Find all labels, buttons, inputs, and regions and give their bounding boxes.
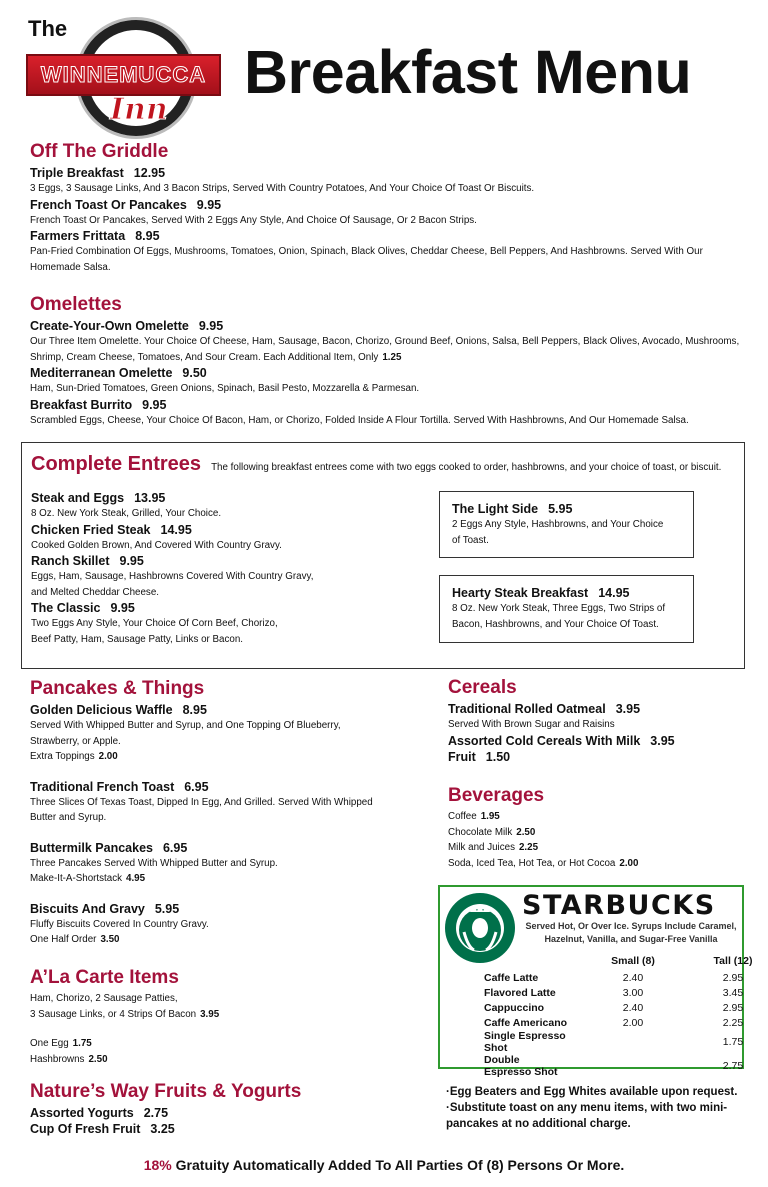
price-tall: 2.95 bbox=[722, 1001, 744, 1014]
menu-item bbox=[448, 733, 688, 749]
item-price: 3.95 bbox=[615, 702, 641, 716]
menu-item bbox=[30, 991, 219, 1022]
description-text: One Half Order bbox=[30, 934, 97, 945]
description-price: 3.50 bbox=[100, 934, 120, 945]
description-price: 3.95 bbox=[200, 1008, 220, 1020]
section-heading: Omelettes bbox=[30, 294, 122, 315]
price-tall: 1.75 bbox=[722, 1036, 744, 1048]
description-text: Extra Toppings bbox=[30, 751, 95, 762]
menu-item bbox=[30, 318, 739, 365]
item-description: Cooked Golden Brown, And Covered With Country Gravy. bbox=[31, 539, 282, 551]
item-description bbox=[30, 871, 373, 887]
item-description: of Toast. bbox=[452, 534, 489, 546]
item-name-line bbox=[30, 165, 703, 181]
item-description bbox=[30, 1052, 219, 1068]
item-description: 2 Eggs Any Style, Hashbrowns, and Your Choice bbox=[452, 519, 664, 530]
section-heading: Cereals bbox=[448, 677, 517, 698]
section-off-the-griddle bbox=[30, 141, 703, 275]
page-title: Breakfast Menu bbox=[244, 38, 692, 106]
menu-item bbox=[31, 600, 313, 647]
item-name-line bbox=[30, 1121, 301, 1137]
item-description: Ham, Sun-Dried Tomatoes, Green Onions, Spinach, Basil Pesto, Mozzarella & Parmesan. bbox=[30, 383, 420, 394]
item-name: Fruit bbox=[448, 749, 476, 764]
item-name-line bbox=[30, 228, 703, 244]
item-description: and Melted Cheddar Cheese. bbox=[31, 586, 159, 598]
item-description: Two Eggs Any Style, Your Choice Of Corn Beef, Chorizo, bbox=[31, 618, 278, 629]
description-text: One Egg bbox=[30, 1038, 69, 1049]
price-small bbox=[568, 1030, 698, 1054]
section-heading: Beverages bbox=[448, 785, 545, 806]
menu-item bbox=[452, 501, 681, 548]
item-name: The Classic bbox=[31, 601, 101, 615]
item-price: 12.95 bbox=[133, 166, 166, 180]
table-header bbox=[484, 952, 768, 970]
item-name: Mediterranean Omelette bbox=[30, 366, 173, 380]
item-description: Strawberry, or Apple. bbox=[30, 735, 121, 747]
item-name-line bbox=[30, 365, 739, 381]
item-price: 8.95 bbox=[182, 703, 207, 717]
menu-item bbox=[30, 228, 703, 275]
item-name-line bbox=[452, 501, 681, 517]
item-name-line bbox=[30, 702, 373, 718]
menu-item bbox=[31, 553, 313, 600]
drink-name: Single Espresso Shot bbox=[484, 1030, 566, 1054]
drink-name: Caffe Latte bbox=[484, 971, 539, 984]
price-small: 2.00 bbox=[622, 1016, 644, 1029]
price-small: 3.00 bbox=[622, 986, 644, 999]
description-text: Coffee bbox=[448, 811, 477, 822]
item-description: 8 Oz. New York Steak, Three Eggs, Two Strips of bbox=[452, 603, 666, 614]
drink-name: Cappuccino bbox=[484, 1001, 545, 1014]
menu-item bbox=[30, 840, 373, 887]
item-name-line bbox=[30, 840, 373, 856]
menu-item bbox=[31, 522, 313, 554]
description-text: 3 Sausage Links, or 4 Strips Of Bacon bbox=[30, 1008, 197, 1020]
item-price: 9.95 bbox=[119, 554, 144, 568]
notes bbox=[446, 1084, 746, 1132]
item-price: 1.50 bbox=[485, 749, 511, 764]
table-row bbox=[484, 970, 768, 985]
section-omelettes bbox=[30, 294, 739, 428]
item-name-line bbox=[30, 1105, 301, 1121]
item-description bbox=[30, 749, 373, 765]
item-description bbox=[30, 350, 739, 366]
menu-item bbox=[30, 197, 703, 229]
item-price: 5.95 bbox=[548, 502, 573, 516]
section-heading: Pancakes & Things bbox=[30, 678, 205, 699]
item-description: Beef Patty, Ham, Sausage Patty, Links or Bacon. bbox=[31, 633, 244, 645]
item-name-line bbox=[448, 749, 688, 765]
item-name: Cup Of Fresh Fruit bbox=[30, 1122, 141, 1136]
description-price: 1.95 bbox=[480, 811, 500, 822]
item-name: Traditional Rolled Oatmeal bbox=[448, 702, 606, 716]
complete-entrees-header bbox=[31, 453, 721, 477]
col-small: Small (8) bbox=[611, 955, 655, 967]
table-row bbox=[484, 1015, 768, 1030]
description-text: Soda, Iced Tea, Hot Tea, or Hot Cocoa bbox=[448, 857, 616, 869]
starbucks-subtitle: Served Hot, Or Over Ice. Syrups Include Caramel, Hazelnut, Vanilla, and Sugar-Free Vanilla bbox=[525, 921, 737, 944]
menu-item bbox=[30, 702, 373, 765]
description-text: Hashbrowns bbox=[30, 1053, 85, 1065]
item-name-line bbox=[452, 585, 681, 601]
item-price: 9.95 bbox=[110, 601, 135, 615]
description-price: 1.75 bbox=[72, 1038, 92, 1049]
light-side-box bbox=[439, 491, 694, 558]
item-price: 8.95 bbox=[135, 229, 160, 243]
item-price: 5.95 bbox=[154, 901, 180, 916]
item-price: 3.25 bbox=[150, 1122, 175, 1136]
item-name: Farmers Frittata bbox=[30, 229, 126, 243]
price-small bbox=[568, 1054, 698, 1078]
gratuity-footer bbox=[0, 1157, 768, 1173]
menu-item bbox=[30, 779, 373, 826]
section-heading: A’La Carte Items bbox=[30, 967, 179, 988]
logo-the: The bbox=[28, 16, 68, 41]
price-tall: 2.25 bbox=[722, 1016, 744, 1029]
menu-item bbox=[30, 901, 373, 948]
item-name-line bbox=[30, 901, 373, 917]
note-substitute-toast: ·Substitute toast on any menu items, with two mini-pancakes at no additional charge. bbox=[446, 1102, 728, 1130]
item-price: 2.75 bbox=[143, 1106, 169, 1120]
item-name-line bbox=[31, 600, 313, 616]
price-tall: 2.75 bbox=[722, 1060, 744, 1072]
item-name-line bbox=[30, 318, 739, 334]
item-name: Biscuits And Gravy bbox=[30, 901, 145, 916]
item-name: Buttermilk Pancakes bbox=[30, 840, 153, 855]
description-text: Milk and Juices bbox=[448, 842, 515, 853]
item-name: Golden Delicious Waffle bbox=[30, 703, 173, 717]
item-name-line bbox=[31, 490, 313, 506]
item-description bbox=[30, 1007, 219, 1023]
table-row bbox=[484, 1000, 768, 1015]
item-description: 3 Eggs, 3 Sausage Links, And 3 Bacon Strips, Served With Country Potatoes, And Your Choice Of Toast Or Biscuits. bbox=[30, 183, 535, 194]
item-description: Eggs, Ham, Sausage, Hashbrowns Covered With Country Gravy, bbox=[31, 571, 314, 582]
item-name-line bbox=[448, 701, 688, 717]
description-price: 1.25 bbox=[382, 351, 402, 363]
section-heading: Nature’s Way Fruits & Yogurts bbox=[30, 1081, 302, 1102]
menu-item bbox=[452, 585, 681, 632]
drink-name: Caffe Americano bbox=[484, 1016, 568, 1029]
item-price: 14.95 bbox=[160, 522, 192, 537]
gratuity-percent: 18% bbox=[143, 1157, 172, 1173]
menu-item bbox=[30, 1036, 219, 1067]
section-fruits-yogurts bbox=[30, 1081, 301, 1137]
table-row bbox=[484, 1030, 768, 1054]
item-description: French Toast Or Pancakes, Served With 2 Eggs Any Style, And Choice Of Sausage, Or 2 Bacon Strips. bbox=[30, 214, 477, 226]
item-description: Our Three Item Omelette. Your Choice Of Cheese, Ham, Sausage, Bacon, Chorizo, Ground Beef, Onions, Salsa, Bell Peppers, Black Olives, Avocado, Mushrooms, bbox=[30, 336, 740, 347]
item-description: Ham, Chorizo, 2 Sausage Patties, bbox=[30, 993, 178, 1004]
item-price: 3.95 bbox=[650, 733, 675, 748]
item-name: Hearty Steak Breakfast bbox=[452, 586, 589, 600]
item-description: Pan-Fried Combination Of Eggs, Mushrooms, Tomatoes, Onion, Spinach, Black Olives, Cheddar Cheese, Bell Peppers, And Hashbrowns. Served With Our bbox=[30, 246, 703, 257]
item-name: Ranch Skillet bbox=[31, 554, 110, 568]
section-beverages bbox=[448, 785, 638, 871]
logo-name: WINNEMUCCA bbox=[40, 62, 207, 87]
item-price: 6.95 bbox=[184, 779, 209, 794]
price-small: 2.40 bbox=[622, 1001, 644, 1014]
item-name-line bbox=[30, 197, 703, 213]
item-name: Steak and Eggs bbox=[31, 491, 125, 505]
section-a-la-carte bbox=[30, 967, 219, 1081]
description-price: 2.00 bbox=[619, 857, 639, 869]
note-egg-beaters: ·Egg Beaters and Egg Whites available upon request. bbox=[446, 1086, 738, 1098]
hearty-steak-box bbox=[439, 575, 694, 643]
item-name: Create-Your-Own Omelette bbox=[30, 319, 189, 333]
item-description bbox=[448, 840, 638, 856]
menu-item bbox=[30, 365, 739, 397]
entrees-note: The following breakfast entrees come with two eggs cooked to order, hashbrowns, and your choice of toast, or biscuit. bbox=[211, 462, 722, 473]
item-price: 13.95 bbox=[134, 491, 166, 505]
menu-item bbox=[30, 1121, 301, 1137]
description-text: Shrimp, Cream Cheese, Tomatoes, And Sour Cream. Each Additional Item, Only bbox=[30, 351, 379, 363]
item-name: The Light Side bbox=[452, 502, 539, 516]
section-pancakes bbox=[30, 678, 373, 962]
menu-item bbox=[30, 397, 739, 429]
description-price: 2.50 bbox=[516, 826, 536, 838]
item-description: Served With Whipped Butter and Syrup, and One Topping Of Blueberry, bbox=[30, 720, 341, 731]
table-row bbox=[484, 1054, 768, 1078]
starbucks-price-table bbox=[484, 952, 768, 1078]
description-price: 2.50 bbox=[88, 1053, 108, 1065]
gratuity-text: Gratuity Automatically Added To All Parties Of (8) Persons Or More. bbox=[171, 1157, 625, 1173]
price-tall: 3.45 bbox=[722, 986, 744, 999]
drink-name: Double Espresso Shot bbox=[484, 1054, 558, 1078]
menu-item bbox=[30, 165, 703, 197]
description-price: 2.00 bbox=[98, 751, 118, 762]
menu-item bbox=[448, 809, 638, 871]
section-heading: Complete Entrees bbox=[31, 453, 202, 475]
description-text: Make-It-A-Shortstack bbox=[30, 873, 123, 884]
item-name: Triple Breakfast bbox=[30, 166, 124, 180]
item-description: Scrambled Eggs, Cheese, Your Choice Of Bacon, Ham, or Chorizo, Folded Inside A Flour Tortilla. Served With Hashbrowns, And Our Homemade Salsa. bbox=[30, 414, 689, 426]
item-description bbox=[448, 809, 638, 825]
price-small: 2.40 bbox=[622, 971, 644, 984]
item-description: Fluffy Biscuits Covered In Country Gravy. bbox=[30, 918, 209, 930]
col-tall: Tall (12) bbox=[713, 955, 753, 967]
item-name: Assorted Cold Cereals With Milk bbox=[448, 733, 641, 748]
item-name-line bbox=[448, 733, 688, 749]
starbucks-title: STARBUCKS bbox=[522, 890, 716, 921]
item-price: 14.95 bbox=[598, 586, 630, 600]
menu-item bbox=[30, 1105, 301, 1121]
item-price: 6.95 bbox=[162, 840, 188, 855]
item-description: Three Slices Of Texas Toast, Dipped In Egg, And Grilled. Served With Whipped bbox=[30, 796, 373, 808]
item-description: 8 Oz. New York Steak, Grilled, Your Choice. bbox=[31, 508, 222, 519]
item-price: 9.95 bbox=[142, 397, 167, 412]
item-name: Traditional French Toast bbox=[30, 779, 175, 794]
item-description: Butter and Syrup. bbox=[30, 812, 107, 823]
table-row bbox=[484, 985, 768, 1000]
item-name: Breakfast Burrito bbox=[30, 397, 133, 412]
logo-inn: Inn bbox=[110, 92, 168, 127]
menu-item bbox=[448, 701, 688, 733]
item-description bbox=[30, 1036, 219, 1052]
item-description bbox=[30, 932, 373, 948]
item-description bbox=[448, 856, 638, 872]
item-name-line bbox=[30, 397, 739, 413]
menu-item bbox=[31, 490, 313, 522]
item-price: 9.95 bbox=[198, 319, 224, 333]
item-name-line bbox=[31, 553, 313, 569]
item-description: Served With Brown Sugar and Raisins bbox=[448, 719, 615, 730]
price-tall: 2.95 bbox=[722, 971, 744, 984]
item-description: Three Pancakes Served With Whipped Butter and Syrup. bbox=[30, 857, 278, 869]
item-description: Bacon, Hashbrowns, and Your Choice Of Toast. bbox=[452, 618, 659, 630]
item-name: Assorted Yogurts bbox=[30, 1106, 134, 1120]
item-price: 9.50 bbox=[182, 366, 207, 380]
section-heading: Off The Griddle bbox=[30, 141, 169, 162]
description-text: Chocolate Milk bbox=[448, 826, 513, 838]
item-price: 9.95 bbox=[196, 197, 222, 212]
section-cereals bbox=[448, 677, 688, 765]
item-name: French Toast Or Pancakes bbox=[30, 197, 187, 212]
description-price: 2.25 bbox=[518, 842, 539, 853]
item-name: Chicken Fried Steak bbox=[31, 522, 151, 537]
entrees-list bbox=[31, 490, 313, 647]
drink-name: Flavored Latte bbox=[484, 986, 556, 999]
description-price: 4.95 bbox=[126, 873, 146, 884]
logo bbox=[26, 54, 221, 96]
menu-item bbox=[448, 749, 688, 765]
item-name-line bbox=[30, 779, 373, 795]
item-name-line bbox=[31, 522, 313, 538]
item-description: Homemade Salsa. bbox=[30, 261, 111, 273]
item-description bbox=[448, 825, 638, 841]
